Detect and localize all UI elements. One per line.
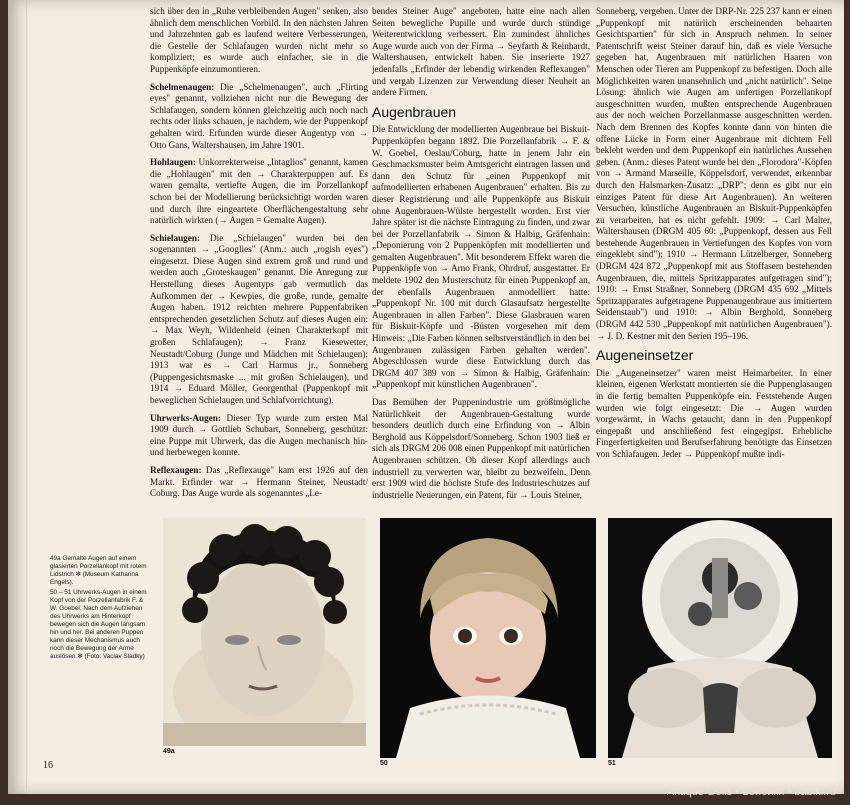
entry-term: Schielaugen: xyxy=(150,232,201,243)
col3-section-text: Die „Augeneinsetzer" waren meist Heimarbeiter. In einer kleinen, eigenen Werkstatt montierten sie die Puppenglasaugen in die fertig bemalten Puppenköpfe ein. Feststehende Augen wurden wie folgt eingesetzt: Die → Augen wurden vorgewärmt, in Wachs getaucht, dann in den Puppenkopf eingepaßt und anschließend fest eingegipst. Erhebliche Fingerfertigkeiten und Berufserfahrung benötigte das Einsetzen von Schlafaugen. Jeder → Puppenkopf mußte indi- xyxy=(596,367,832,459)
entry-schielaugen xyxy=(150,233,368,407)
caption-49a: 49a Gemalte Augen auf einem glasierten Porzellankopf mit rotem Lidstrich ✻ (Museum Katharina Engels). xyxy=(50,555,147,586)
entry-term: Reflexaugen: xyxy=(150,464,202,475)
entry-reflexaugen xyxy=(150,465,368,500)
page-number: 16 xyxy=(43,760,53,771)
col2-paragraph: Das Bemühen der Puppenindustrie um größtmögliche Natürlichkeit der Augenbrauen-Gestaltung wurde besonders deutlich durch eine Erfindung von → Albin Berghold aus Köppelsdorf/Sonneberg. Schon 1903 ließ er sich als DRGM 206 008 einen Puppenkopf mit natürlichen Augenbrauen schützen. Ob dieser Kopf allerdings auch industriell zu verwerten war, bleibt zu bezweifeln. Denn erst 1909 wird die höchste Stufe des Industrieschutzes auf industrielle Neuerungen, ein Patent, für → Louis Steiner, xyxy=(372,397,590,500)
entry-text: Dieser Typ wurde zum ersten Mal 1909 durch → Gottlieb Schubart, Sonneberg, geschützt: eine Puppe mit Uhrwerk, das die Augen mechanisch hin- und herbewegen konnte. xyxy=(150,412,368,458)
col1-intro: sich über den in „Ruhe verbleibenden Augen" senken, also ähnlich dem menschlichen Vorbild. In den nächsten Jahren und Jahrzehnten gab es laufend weitere Verbesserungen, die Gestelle der Schlafaugen wurden nicht mehr so kompliziert; es wurde auch einfacher, sie in die Puppenköpfe einzumontieren. xyxy=(150,6,368,74)
page-gutter xyxy=(26,0,27,794)
col2-paragraph: Die Entwicklung der modellierten Augenbraue bei Biskuit-Puppenköpfen begann 1892. Die Porzellanfabrik → F. & W. Goebel, Oeslau/Coburg, hatte in jenem Jahr ein Geschmacksmuster beim Amtsgericht eintragen lassen und dann den Schutz für „einen Puppenkopf mit aufmodellierten erhabenen Augenbrauen" erhalten. Bis zu dieser Registrierung und alle Puppenköpfe aus Biskuit ohne Augenbrauen-Wülste hergestellt worden. Erst vier Jahre später ist die nächste Eintragung zu finden, und zwar bei der Porzellanfabrik → Simon & Halbig, Gräfenhain: „Deponierung von 2 Puppenköpfen mit modellierten und gemalten Augenbrauen". Mit besonderem Effekt waren die Puppenköpfe von → Arno Frank, Ohrdruf, ausgestattet. Er meldete 1902 den Musterschutz für einen Puppenkopf an, der ebenfalls Augenbrauen anmodelliert hatte: „Puppenkopf Nr. 100 mit durch Glasaufsatz hergestellte Augenbrauen in allen Farben". Diese Glasbrauen waren für Biskuit-Köpfe und -Büsten vorgesehen mit dem Hinweis: „Die Farben können selbstverständlich in den bei Augenbrauen zulässigen Farben gehalten werden". Abgeschlossen wurde diese Entwicklung durch das DRGM 407 389 von → Simon & Halbig, Gräfenhain: „Puppenkopf mit künstlichen Augenbrauen". xyxy=(372,124,590,390)
photo-51-clockwork-mechanism xyxy=(608,518,832,758)
entry-term: Hohlaugen: xyxy=(150,157,196,168)
text-column-1 xyxy=(150,6,368,506)
photo-49a-porcelain-doll xyxy=(163,518,366,746)
caption-50-51: 50 – 51 Uhrwerks-Augen in einem Kopf von der Porzellanfabrik F. & W. Goebel. Nach dem Aufziehen des Uhrwerks am Hinterkopf bewegen sich die Augen langsam hin und her. Bei anderen Puppen kann dieser Mechanismus auch noch die Bewegung der Arme auslösen ✻ (Foto: Vaclav Sladky) xyxy=(50,589,147,660)
entry-uhrwerks-augen xyxy=(150,413,368,459)
entry-text: Die „Schielaugen" wurden bei den sogenannten → „Googlies" (Anm.: auch „rogish eyes") eingesetzt. Diese Augen sind extrem groß und rund und werden auch „Groteskaugen" genannt. Die Anregung zur Herstellung dieses Augentyps gab vermutlich das Aufkommen der → Kewpies, die große, runde, gemalte Augen haben. 1912 reichten mehrere Puppenfabriken entsprechenden gesetzlichen Schutz auf dieses Augen ein: → Max Weyh, Wildenheid (einen Charakterkopf mit großen Schlafaugen); → Franz Kiesewetter, Neustadt/Coburg (Junge und Mädchen mit Schielaugen); 1913 war es → Carl Harmus jr., Sonneberg (Puppengesichtsmaske ... mit großen Schielaugen), und 1914 → Eduard Möller, Georgenthal (Puppenkopf mit beweglichen Schielaugen und Schlafvorrichtung). xyxy=(150,232,368,405)
entry-schelmenaugen xyxy=(150,82,368,152)
section-title-augenbrauen: Augenbrauen xyxy=(372,103,457,120)
text-column-3 xyxy=(596,6,832,510)
entry-text: Das „Reflexauge" kam erst 1926 auf den Markt. Erfinder war → Hermann Steiner, Neustadt/ Coburg. Das Auge wurde als sogenanntes „Le- xyxy=(150,464,368,499)
figure-label-51: 51 xyxy=(608,760,616,767)
entry-term: Uhrwerks-Augen: xyxy=(150,412,221,423)
book-page xyxy=(8,0,844,794)
entry-text: Die „Schelmenaugen", auch „Flirting eyes" genannt, vollziehen nicht nur die Bewegung der Schlafaugen, sondern können gleichzeitig auch noch nach rechts oder links schauen, je nachdem, wie der Puppenkopf gehalten wird. Erfunden wurde dieser Augentyp von → Otto Gans, Waltershausen, im Jahre 1901. xyxy=(150,81,368,150)
figure-label-49a: 49a xyxy=(163,748,175,755)
col2-intro: bendes Steiner Auge" angeboten, hatte eine nach allen Seiten bewegliche Pupille und wurde durch stündige Weiterentwicklung verbessert. Ein zumindest ähnliches Auge wurde auch von der Firma → Seyfarth & Reinhardt, Waltershausen, entwickelt haben. Sie inserierte 1927 jedenfalls „Erfinder der lebendig wirkenden Reflexaugen" und vergab Lizenzen zur Verwendung dieser Neuheit an andere Firmen. xyxy=(372,6,590,98)
photo-50-doll-with-clockwork-eyes xyxy=(380,518,596,758)
entry-hohlaugen xyxy=(150,157,368,227)
entry-text: Unkorrekterweise „Intaglios" genannt, kamen die „Hohlaugen" mit den → Charakterpuppen auf. Es waren gemalte, vertiefte Augen, die im Porzellankopf schon bei der Modellierung berücksichtigt worden waren und durch ihre eingeartete Oberflächengestaltung sehr natürlich wirkten (→ Augen = Gemalte Augen). xyxy=(150,157,368,226)
figure-captions xyxy=(50,555,150,663)
text-column-2 xyxy=(372,6,590,504)
entry-term: Schelmenaugen: xyxy=(150,81,215,92)
col3-paragraph: Sonneberg, vergeben. Unter der DRP-Nr. 225 237 kann er einen „Puppenkopf mit natürlich erscheinenden behaarten Gesichtspartien" für sich in Anspruch nehmen. In seiner Patentschrift weist Steiner darauf hin, daß es viele Versuche gegeben hat, Augenbrauen mit natürlichen Haaren von Menschen oder Tieren am Puppenkopf zu befestigen. Doch alle Möglichkeiten waren unansehnlich und „nicht natürlich". Seine Lösung: ähnlich wie Augen am unfertigen Porzellankopf ausgeschnitten wurden, mußten entsprechende Augenbrauen aus der noch weichen Porzellanmasse ausgeschnitten werden. Nach dem Brennen des Kopfes konnte dann von hinten die offene Lücke in Form einer Augenbraue mit dichtem Fell beklebt werden und dem Puppenkopf ein natürliches Aussehen geben. (Anm.: dieses Patent wurde bei den „Florodora"-Köpfen von → Armand Marseille, Köppelsdorf, verwendet, erkennbar durch den Halsmarken-Zusatz: „DRP"; denn es gibt nur ein einziges Patent für diese Art Augenbrauen). An weiteren Versuchen, künstliche Augenbrauen an Biskuit-Puppenköpfen zu verarbeiten, hat es nicht gefehlt. 1909: → Carl Malter, Waltershausen (DRGM 405 60: „Puppenkopf, dessen aus Fell bestehende Augenbrauen in Vertiefungen des Kopfes von vorn eingeklebt sind"); 1910 → Hermann Lützelberger, Sonneberg (DRGM 424 872 „Puppenkopf mit aus Stoffasern bestehenden Augenbrauen, die, mittels Spritzapparates aufgetragen sind"); 1910: → Ernst Straßner, Sonneberg (DRGM 435 692 „Mittels Spritzapparates aufgetragene Puppenaugenbraue aus imitiertem Seidenstaub") und 1910: → Albin Berghold, Sonneberg (DRGM 442 530 „Puppenkopf mit natürlichen Augenbrauen"). → J. D. Kestner mit den Serien 195–196. xyxy=(596,6,832,341)
watermark: Antique-Dolls • Бэйбики • babiki.ru xyxy=(666,786,836,798)
section-title-augeneinsetzer: Augeneinsetzer xyxy=(596,347,694,364)
figure-label-50: 50 xyxy=(380,760,388,767)
